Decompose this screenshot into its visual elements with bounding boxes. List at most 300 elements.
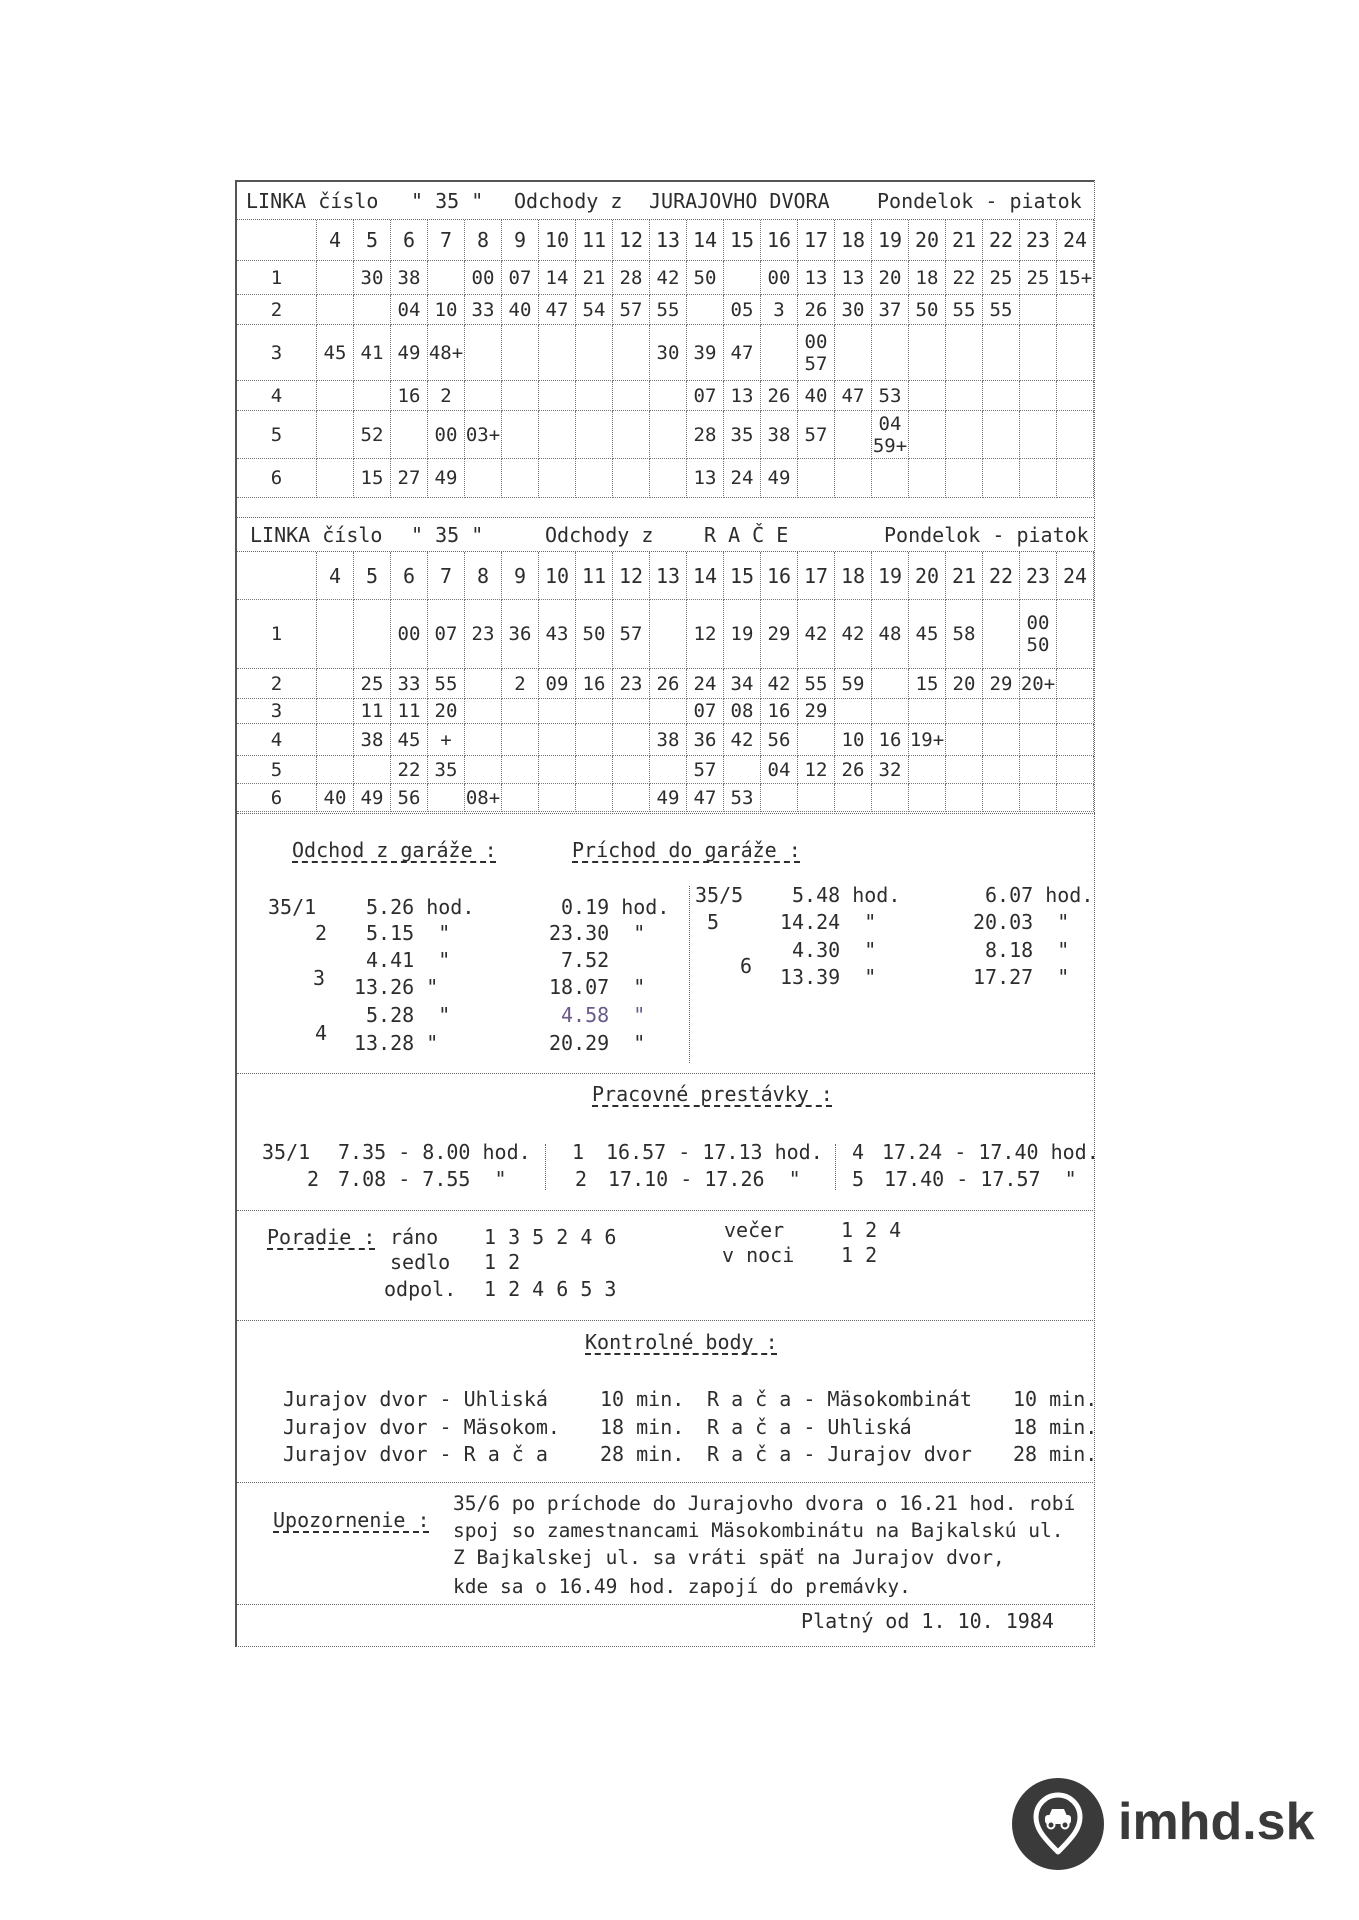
break-time: 17.24 - 17.40 hod. (882, 1140, 1099, 1164)
timetable-cell (317, 261, 354, 295)
timetable-cell (502, 784, 539, 812)
timetable-cell (946, 724, 983, 756)
departure-minute: 50 (582, 623, 606, 645)
row-number: 3 (270, 700, 283, 722)
row-label (237, 459, 317, 498)
departure-minute: 53 (878, 384, 902, 407)
hour-label: 7 (439, 563, 453, 588)
departure-minute: 00 (434, 423, 458, 446)
order-title: Poradie : (267, 1225, 376, 1249)
timetable-cell (428, 784, 465, 812)
hour-header (687, 552, 724, 600)
departure-minute: 2 (514, 672, 526, 695)
departure-minute: 50 (1026, 634, 1050, 656)
timetable-cell (539, 756, 576, 784)
timetable-cell (687, 325, 724, 381)
timetable-cell (576, 756, 613, 784)
timetable-cell (613, 756, 650, 784)
timetable-title (237, 182, 1094, 220)
hour-header (872, 220, 909, 261)
departure-minute: 57 (804, 423, 828, 446)
hour-label: 6 (402, 563, 416, 588)
timetable-cell (428, 295, 465, 325)
departure-minute: 38 (360, 728, 384, 751)
departure-minute: 04 (878, 412, 902, 435)
timetable-cell (391, 325, 428, 381)
timetable-cell (909, 756, 946, 784)
departure-minute: 28 (619, 266, 643, 289)
timetable-cell (317, 325, 354, 381)
hour-header (1057, 220, 1094, 261)
row-label (237, 411, 317, 459)
garage-arrival-time: 4.58 " (561, 1003, 646, 1027)
control-title: Kontrolné body : (585, 1330, 778, 1354)
timetable-cell (1020, 600, 1057, 669)
timetable-cell (539, 261, 576, 295)
break-label: 4 (852, 1140, 865, 1164)
departure-minute: 07 (693, 384, 717, 407)
departure-minute: 30 (656, 341, 680, 364)
timetable-cell (613, 600, 650, 669)
garage-arrival-time: 18.07 " (549, 975, 646, 999)
garage-arrival-time: 20.03 " (973, 910, 1070, 934)
row-number: 4 (270, 728, 283, 751)
timetable-cell (1020, 381, 1057, 411)
garage-arrival-time: 8.18 " (985, 938, 1070, 962)
order-morning: 1 3 5 2 4 6 (484, 1225, 617, 1249)
break-label: 5 (852, 1167, 865, 1191)
timetable-cell (428, 669, 465, 699)
hour-label: 13 (655, 228, 681, 252)
timetable-cell (909, 325, 946, 381)
timetable-cell (613, 784, 650, 812)
timetable-title (237, 518, 1094, 552)
timetable-cell (1057, 411, 1094, 459)
hour-header (613, 220, 650, 261)
timetable-cell (872, 699, 909, 724)
timetable-cell (613, 724, 650, 756)
timetable-cell (1057, 784, 1094, 812)
timetable-cell (650, 756, 687, 784)
departure-minute: 16 (878, 728, 902, 751)
departure-minute: 30 (841, 298, 865, 321)
hour-label: 20 (914, 228, 940, 252)
timetable-raca (237, 517, 1094, 812)
departure-minute: 25 (360, 672, 384, 695)
timetable-cell (650, 261, 687, 295)
departure-minute: 14 (545, 266, 569, 289)
service-days: Pondelok - piatok (884, 523, 1089, 547)
timetable-cell (502, 699, 539, 724)
timetable-cell (502, 600, 539, 669)
departure-minute: 42 (656, 266, 680, 289)
garage-row-label: 35/1 (268, 895, 317, 919)
departure-minute: 07 (508, 266, 532, 289)
garage-arrival-time: 0.19 hod. (561, 895, 670, 919)
timetable-cell (872, 724, 909, 756)
garage-row-label: 6 (740, 954, 753, 978)
departure-minute: 15+ (1057, 266, 1093, 289)
timetable-cell (761, 600, 798, 669)
garage-departure-time: 4.41 " (366, 948, 451, 972)
timetable-cell (465, 699, 502, 724)
departure-minute: 47 (730, 341, 754, 364)
timetable-cell (650, 600, 687, 669)
departure-minute: 26 (767, 384, 791, 407)
departure-minute: 54 (582, 298, 606, 321)
departure-minute: 55 (952, 298, 976, 321)
timetable-cell (354, 756, 391, 784)
hour-header (354, 220, 391, 261)
hour-label: 18 (840, 563, 866, 588)
timetable-cell (687, 784, 724, 812)
timetable-cell (428, 724, 465, 756)
timetable-cell (650, 325, 687, 381)
garage-departure-time: 5.48 hod. (792, 883, 901, 907)
departure-minute: 27 (397, 467, 421, 489)
departure-minute: 13 (730, 384, 754, 407)
timetable-cell (946, 600, 983, 669)
row-number: 5 (270, 758, 283, 781)
timetable-cell (983, 261, 1020, 295)
timetable-cell (946, 381, 983, 411)
timetable-cell (798, 600, 835, 669)
hour-header (576, 220, 613, 261)
timetable-cell (354, 699, 391, 724)
timetable-cell (428, 261, 465, 295)
timetable-cell (798, 459, 835, 498)
timetable-cell (798, 295, 835, 325)
timetable-cell (1057, 756, 1094, 784)
timetable-cell (613, 411, 650, 459)
departure-minute: 20 (878, 266, 902, 289)
departure-minute: 33 (471, 298, 495, 321)
timetable-cell (798, 325, 835, 381)
timetable-cell (576, 459, 613, 498)
departure-minute: 26 (656, 672, 680, 695)
timetable-cell (687, 600, 724, 669)
timetable-cell (465, 756, 502, 784)
timetable-cell (872, 381, 909, 411)
timetable-cell (354, 381, 391, 411)
timetable-cell (1057, 325, 1094, 381)
timetable-cell (317, 381, 354, 411)
departure-minute: 47 (841, 384, 865, 407)
timetable-cell (539, 784, 576, 812)
control-route: Jurajov dvor - Uhliská (283, 1387, 548, 1411)
timetable-cell (502, 295, 539, 325)
hour-label: 14 (692, 228, 718, 252)
hour-header (539, 552, 576, 600)
hour-header-corner (237, 220, 317, 261)
timetable-cell (835, 325, 872, 381)
order-evening: 1 2 4 (841, 1218, 902, 1242)
map-pin-car-icon (1012, 1778, 1104, 1870)
logo-text: imhd.sk (1118, 1793, 1315, 1851)
departure-minute: 20 (434, 700, 458, 722)
timetable-cell (465, 325, 502, 381)
timetable-cell (613, 459, 650, 498)
departure-minute: 40 (804, 384, 828, 407)
timetable-cell (835, 756, 872, 784)
timetable-cell (317, 295, 354, 325)
row-label (237, 600, 317, 669)
control-back-time: 28 min. (1013, 1442, 1098, 1466)
hour-header (909, 552, 946, 600)
garage-arrival-title: Príchod do garáže : (572, 838, 801, 862)
departure-minute: 38 (767, 423, 791, 446)
garage-departure-time: 5.15 " (366, 921, 451, 945)
hour-header (1020, 220, 1057, 261)
garage-departure-time: 5.26 hod. (366, 895, 475, 919)
departure-minute: 25 (989, 266, 1013, 289)
timetable-cell (391, 600, 428, 669)
departure-minute: 28 (693, 423, 717, 446)
timetable-cell (613, 699, 650, 724)
timetable-cell (909, 669, 946, 699)
hour-label: 24 (1062, 228, 1088, 252)
timetable-cell (983, 724, 1020, 756)
timetable-cell (872, 325, 909, 381)
timetable-cell (1020, 724, 1057, 756)
timetable-cell (391, 381, 428, 411)
timetable-cell (317, 784, 354, 812)
row-number: 1 (270, 623, 283, 645)
timetable-cell (354, 325, 391, 381)
hour-header (428, 220, 465, 261)
hour-label: 9 (513, 563, 527, 588)
departure-minute: 45 (915, 623, 939, 645)
timetable-cell (576, 600, 613, 669)
departure-minute: 35 (730, 423, 754, 446)
departure-minute: 21 (582, 266, 606, 289)
order-night-label: v noci (722, 1243, 795, 1267)
departure-minute: 13 (693, 467, 717, 489)
departure-minute: 38 (656, 728, 680, 751)
timetable-cell (946, 699, 983, 724)
timetable-cell (946, 411, 983, 459)
timetable-cell (613, 295, 650, 325)
timetable-cell (576, 261, 613, 295)
hour-label: 7 (439, 228, 453, 252)
timetable-cell (317, 724, 354, 756)
departure-minute: 36 (693, 728, 717, 751)
row-number: 3 (270, 341, 283, 364)
timetable-cell (1057, 699, 1094, 724)
note-line: kde sa o 16.49 hod. zapojí do premávky. (453, 1575, 911, 1598)
timetable-cell (983, 756, 1020, 784)
departure-minute: 26 (841, 758, 865, 781)
timetable-cell (428, 699, 465, 724)
departure-minute: 59+ (872, 434, 908, 457)
timetable-cell (835, 724, 872, 756)
timetable-cell (539, 724, 576, 756)
timetable-cell (835, 381, 872, 411)
hour-label: 4 (328, 563, 342, 588)
timetable-cell (465, 459, 502, 498)
timetable-cell (872, 669, 909, 699)
hour-label: 24 (1062, 563, 1088, 588)
timetable-cell (835, 459, 872, 498)
timetable-cell (761, 381, 798, 411)
timetable-cell (539, 381, 576, 411)
hour-header (354, 552, 391, 600)
timetable-cell (502, 724, 539, 756)
timetable-cell (909, 784, 946, 812)
timetable-cell (1057, 724, 1094, 756)
timetable-cell (946, 784, 983, 812)
control-back-route: R a č a - Jurajov dvor (707, 1442, 972, 1466)
timetable-cell (983, 699, 1020, 724)
departure-minute: 3 (773, 298, 785, 321)
line-number: " 35 " (411, 523, 484, 547)
timetable-cell (798, 669, 835, 699)
hour-label: 22 (988, 228, 1014, 252)
timetable-cell (391, 459, 428, 498)
break-label: 2 (307, 1167, 320, 1191)
departure-minute: 09 (545, 672, 569, 695)
direction-stop: R A Č E (704, 523, 789, 547)
departure-minute: 07 (693, 700, 717, 722)
timetable-cell (798, 411, 835, 459)
timetable-cell (761, 459, 798, 498)
timetable-cell (1057, 600, 1094, 669)
control-route: Jurajov dvor - R a č a (283, 1442, 548, 1466)
hour-header (391, 552, 428, 600)
timetable-cell (1057, 261, 1094, 295)
hour-header (872, 552, 909, 600)
timetable-cell (1020, 459, 1057, 498)
departure-minute: 03+ (465, 423, 501, 446)
departure-minute: 49 (397, 341, 421, 364)
timetable-cell (872, 261, 909, 295)
timetable-cell (465, 669, 502, 699)
timetable-cell (391, 669, 428, 699)
departure-minute: 08+ (465, 786, 501, 809)
hour-label: 12 (618, 563, 644, 588)
timetable-cell (724, 699, 761, 724)
section-divider (237, 1604, 1095, 1605)
departure-minute: 49 (767, 467, 791, 489)
timetable-cell (576, 724, 613, 756)
hour-label: 18 (840, 228, 866, 252)
order-noon: 1 2 (484, 1250, 521, 1274)
garage-departure-time: 13.39 " (780, 965, 877, 989)
timetable-cell (761, 724, 798, 756)
timetable-cell (724, 411, 761, 459)
timetable-cell (761, 295, 798, 325)
departure-minute: 29 (989, 672, 1013, 695)
hour-header (835, 552, 872, 600)
hour-label: 21 (951, 228, 977, 252)
timetable-cell (909, 459, 946, 498)
timetable-cell (650, 295, 687, 325)
timetable-cell (724, 261, 761, 295)
departure-minute: 49 (434, 467, 458, 489)
departure-minute: 52 (360, 423, 384, 446)
timetable-cell (391, 699, 428, 724)
departure-minute: 48+ (428, 341, 464, 364)
hour-label: 16 (766, 563, 792, 588)
timetable-cell (539, 459, 576, 498)
departure-minute: 00 (1026, 612, 1050, 634)
timetable-cell (576, 699, 613, 724)
timetable-cell (354, 459, 391, 498)
timetable-cell (576, 381, 613, 411)
timetable-cell (502, 756, 539, 784)
departure-minute: 08 (730, 700, 754, 722)
control-back-time: 18 min. (1013, 1415, 1098, 1439)
hour-header (502, 220, 539, 261)
timetable-cell (798, 724, 835, 756)
timetable-cell (724, 459, 761, 498)
row-number: 2 (270, 298, 283, 321)
departure-minute: 19 (730, 623, 754, 645)
departure-minute: 37 (878, 298, 902, 321)
departure-minute: 56 (397, 786, 421, 809)
timetable-cell (465, 411, 502, 459)
hour-header (1057, 552, 1094, 600)
timetable-cell (317, 600, 354, 669)
break-label: 35/1 (262, 1140, 311, 1164)
timetable-cell (539, 669, 576, 699)
timetable-cell (983, 669, 1020, 699)
row-label (237, 669, 317, 699)
departure-minute: 39 (693, 341, 717, 364)
departure-minute: 23 (471, 623, 495, 645)
timetable-document (235, 180, 1099, 1647)
departure-minute: 25 (1026, 266, 1050, 289)
departure-minute: 36 (508, 623, 532, 645)
hour-header (576, 552, 613, 600)
hour-header (613, 552, 650, 600)
break-divider (545, 1144, 546, 1190)
departure-minute: 19+ (909, 728, 945, 751)
departure-minute: 45 (323, 341, 347, 364)
hour-header (317, 552, 354, 600)
timetable-cell (1020, 699, 1057, 724)
hour-label: 10 (544, 228, 570, 252)
timetable-cell (724, 600, 761, 669)
garage-divider (689, 886, 690, 1063)
timetable-cell (835, 600, 872, 669)
order-evening-label: večer (724, 1218, 785, 1242)
row-label (237, 325, 317, 381)
control-time: 28 min. (600, 1442, 685, 1466)
hour-header (539, 220, 576, 261)
timetable-cell (428, 381, 465, 411)
timetable-cell (391, 724, 428, 756)
control-time: 18 min. (600, 1415, 685, 1439)
timetable-cell (317, 411, 354, 459)
timetable-cell (428, 600, 465, 669)
section-divider (237, 1073, 1095, 1074)
timetable-cell (354, 724, 391, 756)
hour-header (650, 552, 687, 600)
timetable-cell (724, 295, 761, 325)
order-morning-label: ráno (390, 1225, 439, 1249)
timetable-cell (909, 261, 946, 295)
hour-header (983, 552, 1020, 600)
departure-minute: 40 (508, 298, 532, 321)
timetable-cell (724, 784, 761, 812)
timetable-cell (872, 459, 909, 498)
departure-minute: 49 (656, 786, 680, 809)
timetable-cell (761, 699, 798, 724)
timetable-cell (465, 295, 502, 325)
departure-minute: 47 (545, 298, 569, 321)
timetable-cell (576, 411, 613, 459)
